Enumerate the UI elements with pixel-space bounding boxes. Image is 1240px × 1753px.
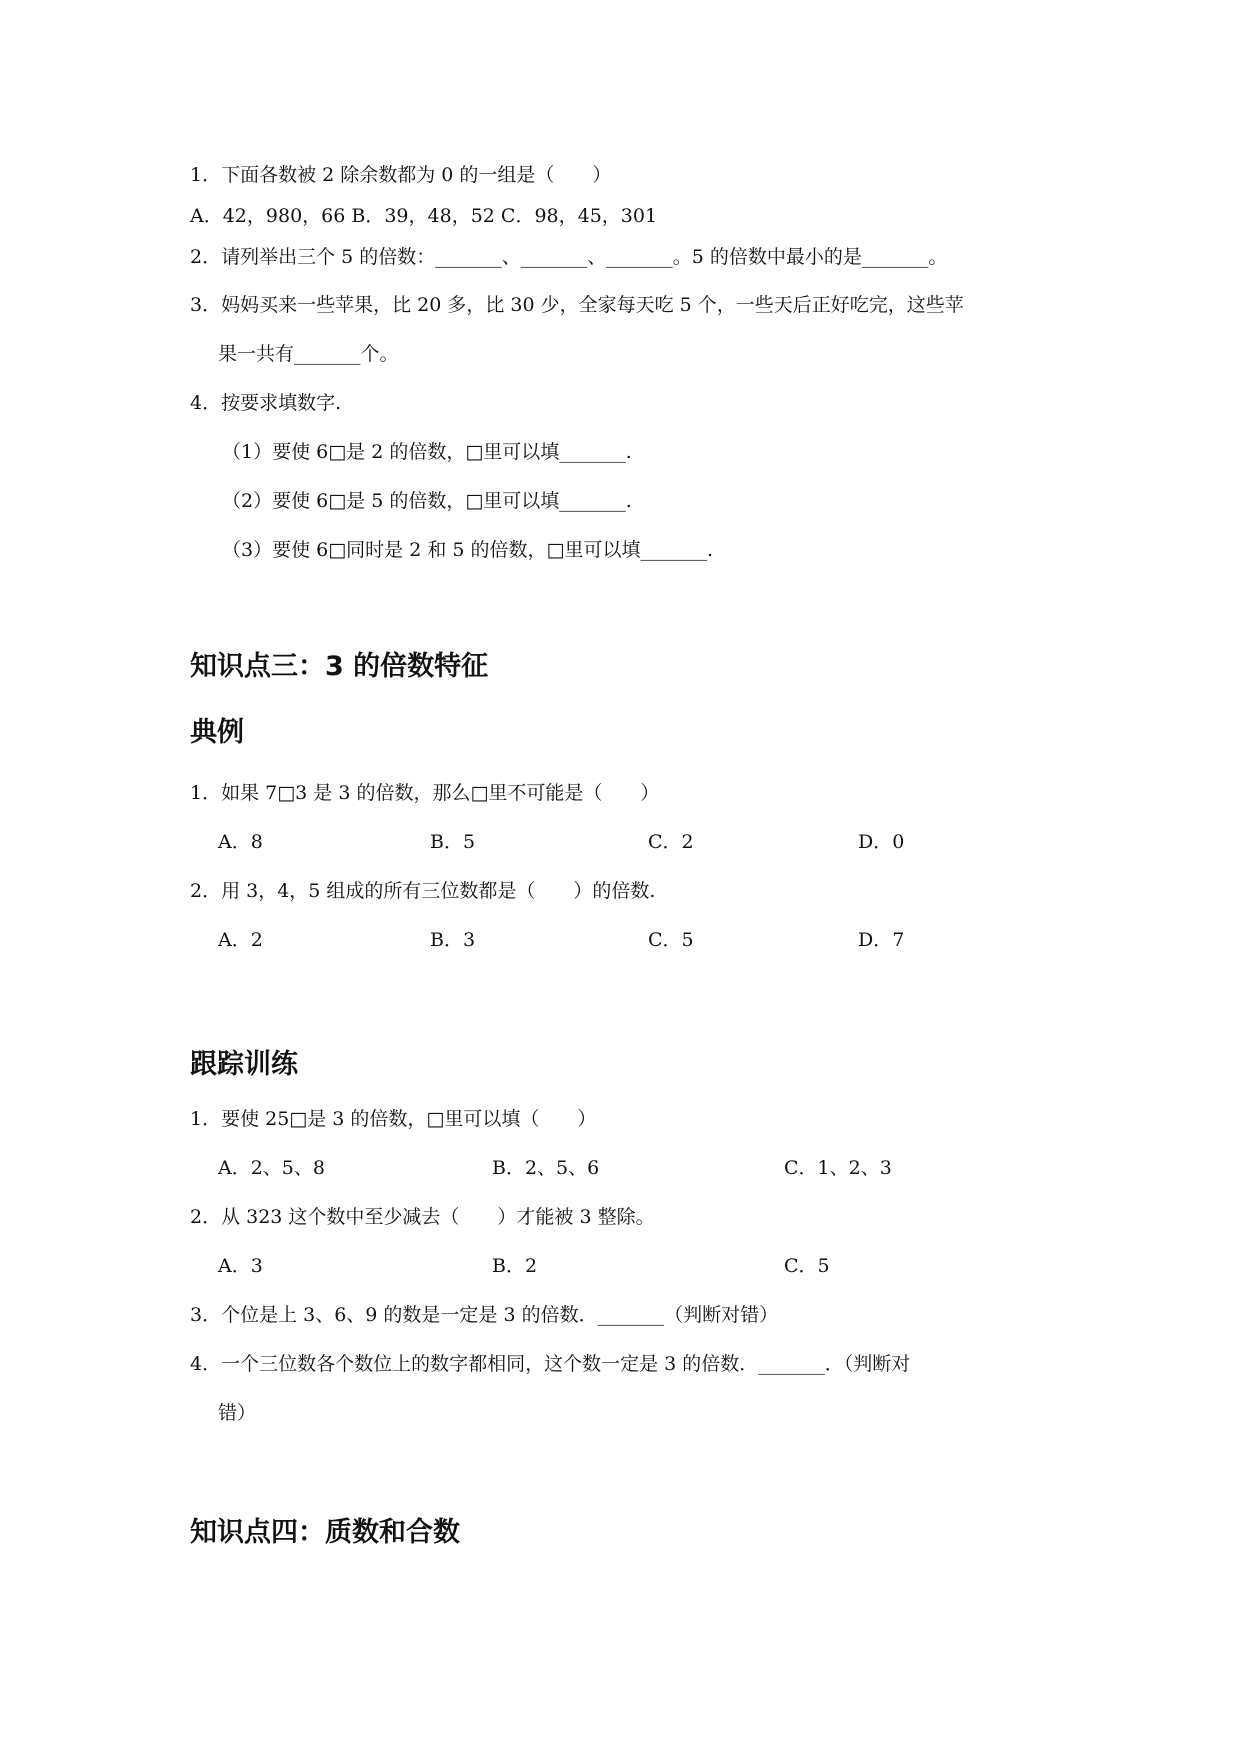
section-3-title: 知识点三：3 的倍数特征 — [190, 651, 489, 682]
practice-2-option-c: C．5 — [784, 1255, 830, 1277]
example-1-option-d: D．0 — [858, 831, 905, 853]
section-4-title: 知识点四：质数和合数 — [190, 1517, 460, 1548]
example-1-option-a: A．8 — [218, 831, 263, 853]
practice-question-4-line-1: 4．一个三位数各个数位上的数字都相同，这个数一定是 3 的倍数．_______．（判断对 — [190, 1353, 911, 1375]
example-heading: 典例 — [190, 717, 244, 748]
question-3-line-2: 果一共有_______个。 — [218, 343, 399, 365]
example-2-option-a: A．2 — [218, 929, 263, 951]
practice-question-2: 2．从 323 这个数中至少减去（ ）才能被 3 整除。 — [190, 1206, 655, 1228]
question-1: 1．下面各数被 2 除余数都为 0 的一组是（ ） — [190, 164, 612, 186]
practice-2-option-b: B．2 — [492, 1255, 538, 1277]
question-4-part-1: （1）要使 6□是 2 的倍数，□里可以填_______. — [222, 441, 632, 463]
practice-1-option-c: C．1、2、3 — [784, 1157, 892, 1179]
practice-heading: 跟踪训练 — [190, 1049, 298, 1080]
example-1-option-b: B．5 — [430, 831, 476, 853]
practice-1-option-a: A．2、5、8 — [218, 1157, 325, 1179]
example-1-option-c: C．2 — [648, 831, 694, 853]
practice-question-4-line-2: 错） — [218, 1402, 257, 1424]
question-2: 2．请列举出三个 5 的倍数：_______、_______、_______。5 的倍数中最小的是_______。 — [190, 246, 948, 268]
question-4: 4．按要求填数字. — [190, 392, 342, 414]
practice-2-option-a: A．3 — [218, 1255, 263, 1277]
question-3-line-1: 3．妈妈买来一些苹果，比 20 多，比 30 少，全家每天吃 5 个，一些天后正好吃完，这些苹 — [190, 294, 964, 316]
practice-1-option-b: B．2、5、6 — [492, 1157, 600, 1179]
practice-question-3: 3．个位是上 3、6、9 的数是一定是 3 的倍数．_______（判断对错） — [190, 1304, 779, 1326]
question-1-options: A．42，980，66 B．39，48，52 C．98，45，301 — [190, 205, 658, 227]
practice-question-1: 1．要使 25□是 3 的倍数，□里可以填（ ） — [190, 1108, 597, 1130]
question-4-part-3: （3）要使 6□同时是 2 和 5 的倍数，□里可以填_______. — [222, 539, 713, 561]
example-2-option-b: B．3 — [430, 929, 476, 951]
question-4-part-2: （2）要使 6□是 5 的倍数，□里可以填_______. — [222, 490, 632, 512]
example-question-2: 2．用 3，4，5 组成的所有三位数都是（ ）的倍数. — [190, 880, 656, 902]
example-2-option-d: D．7 — [858, 929, 905, 951]
example-question-1: 1．如果 7□3 是 3 的倍数，那么□里不可能是（ ） — [190, 782, 660, 804]
example-2-option-c: C．5 — [648, 929, 694, 951]
